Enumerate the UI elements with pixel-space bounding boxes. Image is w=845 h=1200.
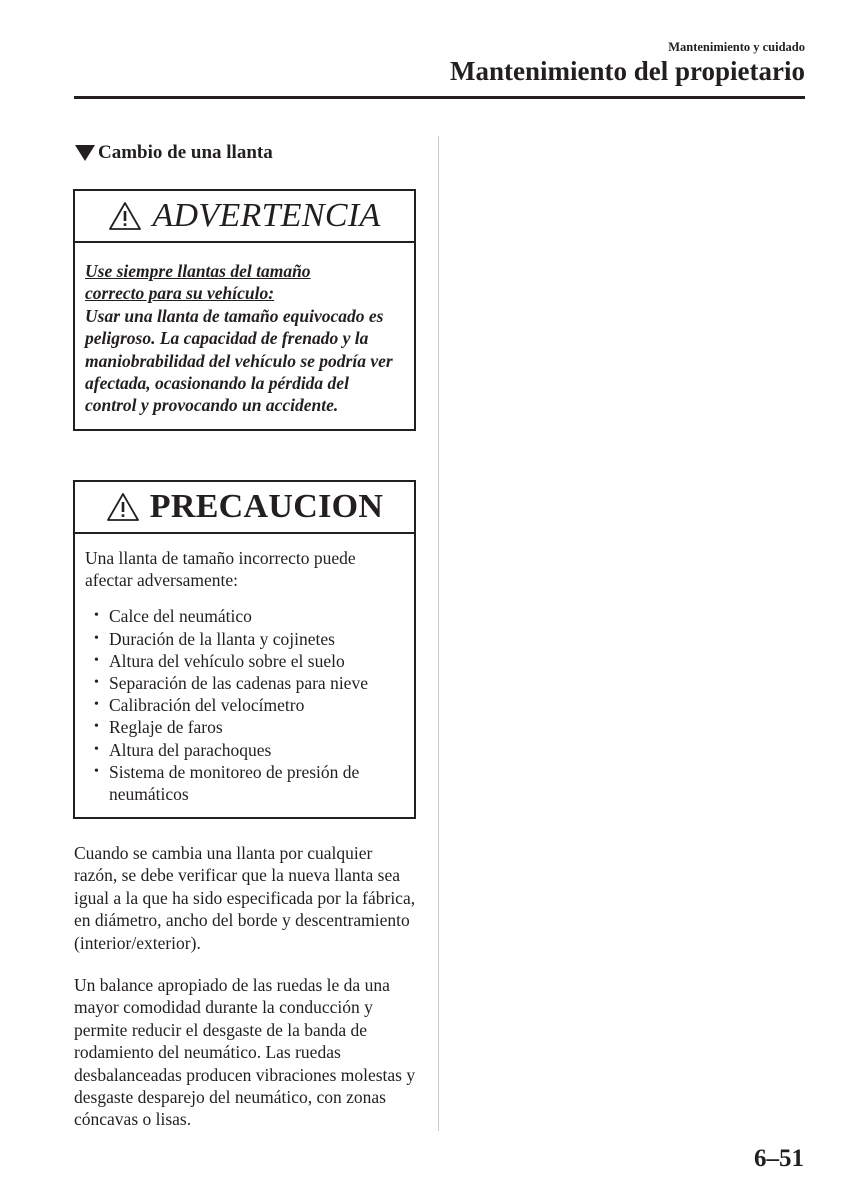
warning-lead: Use siempre llantas del tamaño [85, 261, 311, 281]
list-item: • Duración de la llanta y cojinetes [94, 628, 335, 649]
warning-text: Usar una llanta de tamaño equivocado es peligroso. La capacidad de frenado y la maniobrabilidad del vehículo se podría ver afectada, ocasionando la pérdida del control y provocando un accidente. [85, 305, 393, 416]
column-divider [438, 136, 439, 1131]
page-number: 6–51 [754, 1145, 804, 1172]
caution-list [85, 605, 404, 805]
caution-label: PRECAUCION [149, 488, 384, 525]
caution-intro: Una llanta de tamaño incorrecto puede afectar adversamente: [85, 548, 356, 591]
caution-header [75, 482, 414, 534]
list-item: • Sistema de monitoreo de presión de neumáticos [94, 761, 360, 805]
warning-lead: correcto para su vehículo: [85, 283, 275, 304]
section-heading [75, 142, 273, 164]
caution-body [75, 534, 414, 817]
warning-triangle-icon [108, 201, 142, 231]
warning-header [75, 191, 414, 243]
header-rule [74, 96, 805, 99]
triangle-down-icon [75, 145, 95, 161]
list-item: • Reglaje de faros [94, 717, 223, 738]
body-paragraph: Cuando se cambia una llanta por cualquier razón, se debe verificar que la nueva llanta sea igual a la que ha sido especificada por la fábrica, en diámetro, ancho del borde y descentramiento (interior/exterior). [74, 843, 416, 953]
section-heading-text: Cambio de una llanta [98, 142, 273, 163]
list-item: • Calce del neumático [94, 606, 252, 627]
warning-triangle-icon [106, 492, 140, 522]
list-item: • Altura del parachoques [94, 739, 272, 760]
body-paragraph: Un balance apropiado de las ruedas le da una mayor comodidad durante la conducción y permite reducir el desgaste de la banda de rodamiento del neumático. Las ruedas desbalanceadas producen vibraciones molestas y desgaste desparejo del neumático, con zonas cóncavas o lisas. [74, 975, 416, 1130]
caution-box [73, 480, 416, 819]
warning-box [73, 189, 416, 431]
list-item: • Altura del vehículo sobre el suelo [94, 650, 345, 671]
warning-label: ADVERTENCIA [152, 197, 381, 234]
page-title: Mantenimiento del propietario [450, 56, 805, 86]
warning-body [75, 243, 414, 429]
section-title: Mantenimiento y cuidado [668, 40, 805, 54]
list-item: • Separación de las cadenas para nieve [94, 673, 368, 694]
list-item: • Calibración del velocímetro [94, 695, 305, 716]
